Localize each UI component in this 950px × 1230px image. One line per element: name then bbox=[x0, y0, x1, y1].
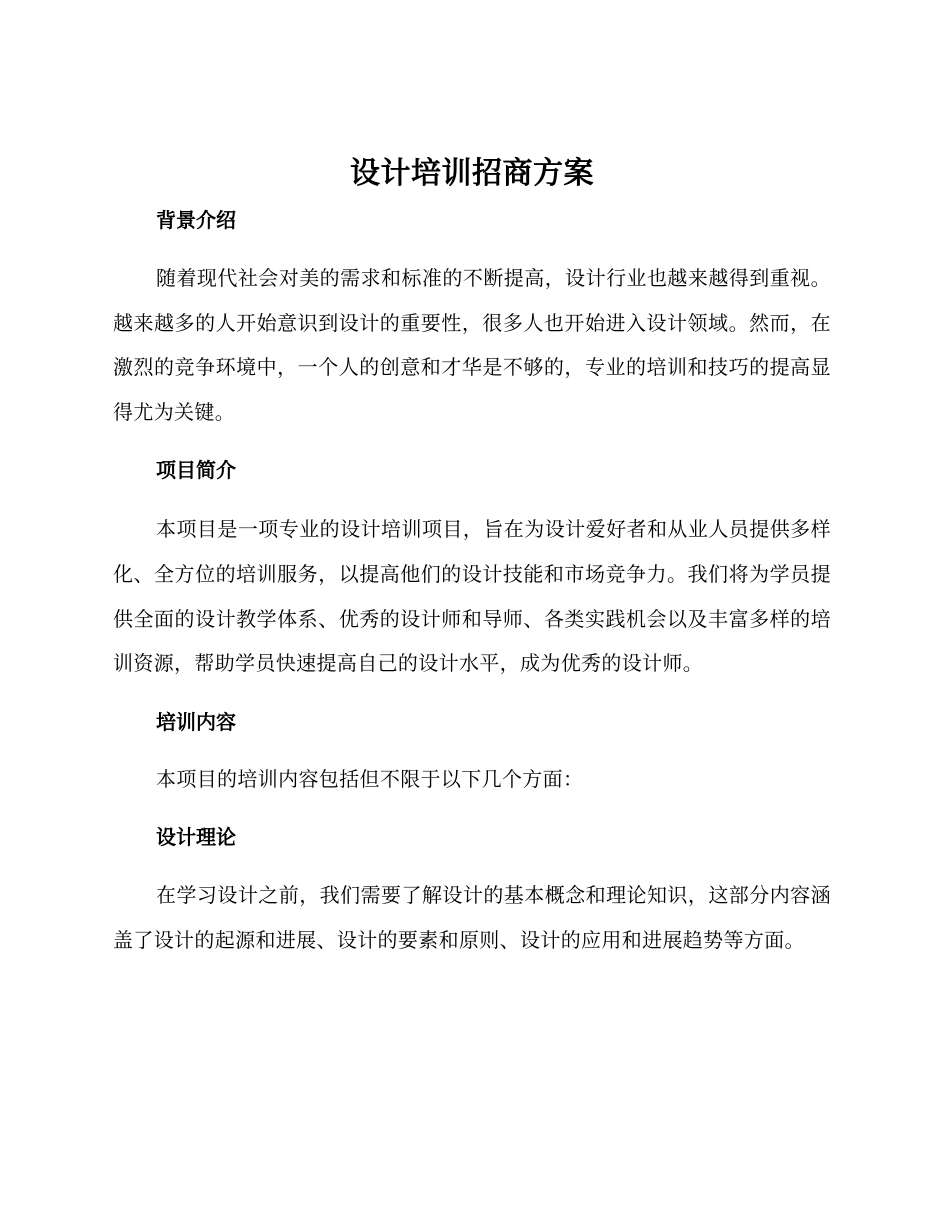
paragraph-design-theory: 在学习设计之前，我们需要了解设计的基本概念和理论知识，这部分内容涵盖了设计的起源和进展、设计的要素和原则、设计的应用和进展趋势等方面。 bbox=[113, 883, 831, 952]
section-heading-project-intro: 项目简介 bbox=[156, 458, 236, 483]
document-page bbox=[113, 150, 831, 963]
section-heading-background: 背景介绍 bbox=[156, 208, 236, 232]
section-heading-design-theory: 设计理论 bbox=[156, 825, 236, 850]
paragraph-project-intro: 本项目是一项专业的设计培训项目，旨在为设计爱好者和从业人员提供多样化、全方位的培训服务，以提高他们的设计技能和市场竞争力。我们将为学员提供全面的设计教学体系、优秀的设计师和导师、各类实践机会以及丰富多样的培训资源，帮助学员快速提高自己的设计水平，成为优秀的设计师。 bbox=[113, 517, 831, 676]
document-title: 设计培训招商方案 bbox=[350, 156, 594, 191]
paragraph-background: 随着现代社会对美的需求和标准的不断提高，设计行业也越来越得到重视。越来越多的人开始意识到设计的重要性，很多人也开始进入设计领域。然而，在激烈的竞争环境中，一个人的创意和才华是不够的，专业的培训和技巧的提高显得尤为关键。 bbox=[113, 266, 831, 424]
section-heading-training-content: 培训内容 bbox=[156, 709, 236, 734]
paragraph-training-content: 本项目的培训内容包括但不限于以下几个方面： bbox=[156, 766, 584, 791]
